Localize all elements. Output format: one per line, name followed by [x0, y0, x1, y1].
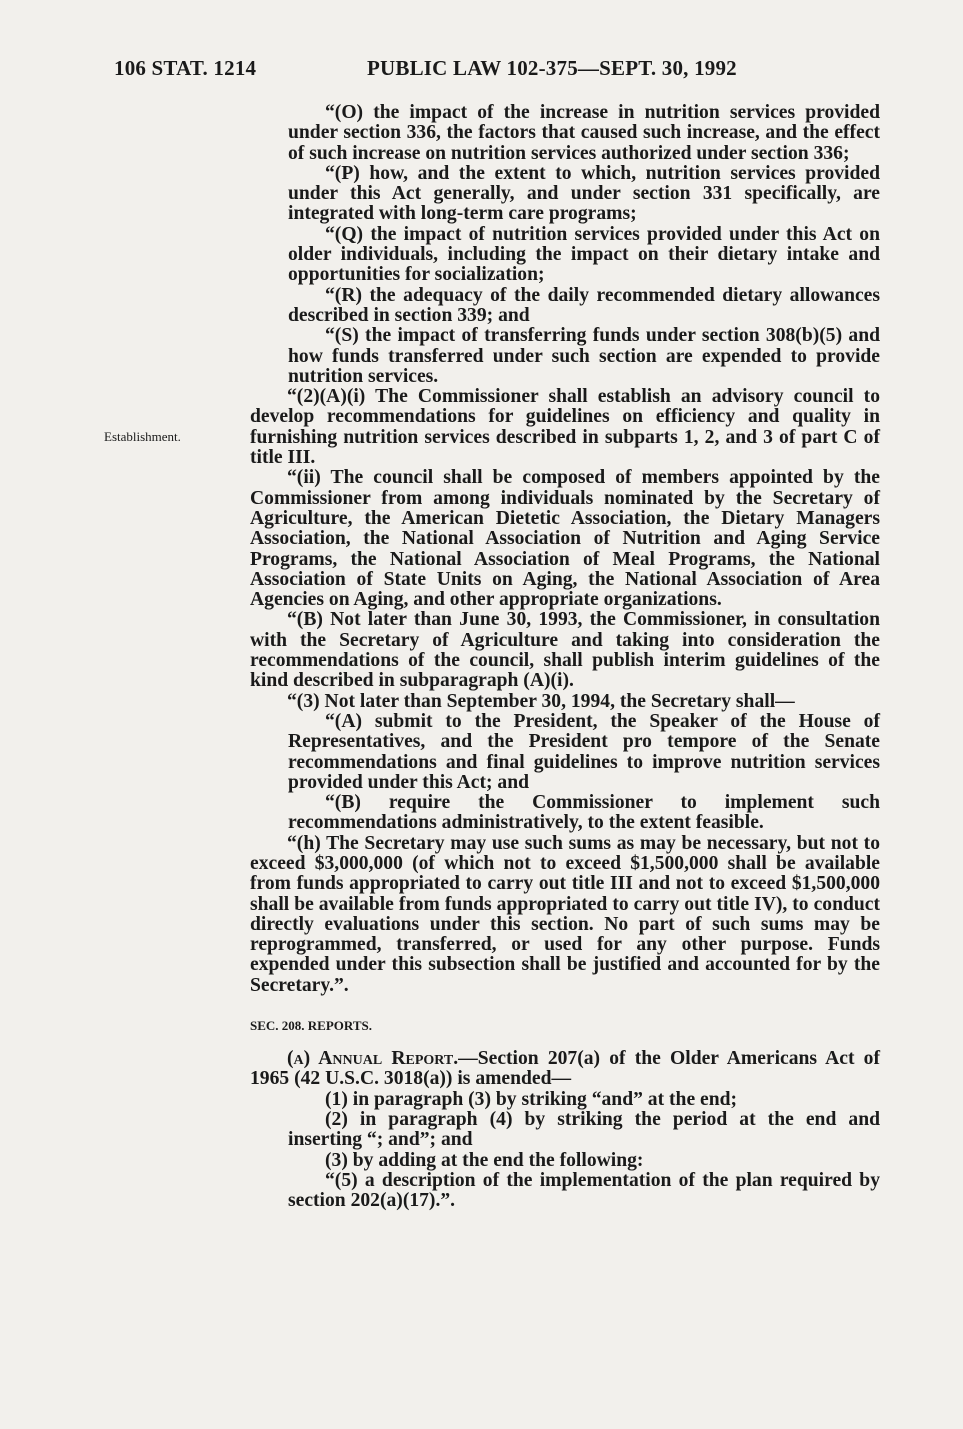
margin-note: Establishment. [104, 429, 181, 444]
inserted-paragraph-5: “(5) a description of the implementation of the plan required by section 202(a)(17).”. [288, 1169, 880, 1212]
running-title: PUBLIC LAW 102-375—SEPT. 30, 1992 [367, 56, 737, 80]
paragraph-3: “(3) Not later than September 30, 1994, the Secretary shall— [287, 690, 795, 712]
paragraph-p: “(P) how, and the extent to which, nutrition services provided under this Act generally, and under section 331 specifically, are integrated with long-term care programs; [288, 162, 880, 225]
paragraph-o: “(O) the impact of the increase in nutrition services provided under section 336, the factors that caused such increase, and the effect of such increase on nutrition services authorized under section 336; [288, 102, 880, 164]
section-heading: SEC. 208. REPORTS. [250, 1018, 372, 1034]
annual-report-text: —Section 207(a) of the Older Americans Act of 1965 (42 U.S.C. 3018(a)) is amended— [250, 1048, 880, 1090]
body-text [250, 103, 880, 1211]
paragraph-s: “(S) the impact of transferring funds under section 308(b)(5) and how funds transferred under such section are expended to provide nutrition services. [288, 325, 880, 387]
subsection-h: “(h) The Secretary may use such sums as may be necessary, but not to exceed $3,000,000 (of which not to exceed $1,500,000 shall be available from funds appropriated to carry out title III and not to exceed $1,500,000 shall be available from funds appropriated to carry out title IV), to conduct directly evaluations under this section. No part of such sums may be reprogrammed, transferred, or used for any other purpose. Funds expended under this subsection shall be justified and accounted for by the Secretary.”. [250, 832, 880, 996]
paragraph-2-b: “(B) Not later than June 30, 1993, the Commissioner, in consultation with the Secretary of Agriculture and taking into consideration the recommendations of the council, shall publish interim guidelines of the kind described in subparagraph (A)(i). [250, 609, 880, 692]
paragraph-2-a-i: “(2)(A)(i) The Commissioner shall establish an advisory council to develop recommendations for guidelines on efficiency and quality in furnishing nutrition services described in subparts 1, 2, and 3 of part C of title III. [250, 386, 880, 469]
annual-report-label: (a) Annual Report. [287, 1048, 459, 1070]
stat-page-number: 106 STAT. 1214 [114, 56, 257, 80]
amendment-item-3: (3) by adding at the end the following: [325, 1149, 644, 1171]
subsection-a-annual-report [250, 1049, 880, 1090]
paragraph-3-a: “(A) submit to the President, the Speaker of the House of Representatives, and the President pro tempore of the Senate recommendations and final guidelines to improve nutrition services provided under this Act; and [288, 710, 880, 793]
paragraph-q: “(Q) the impact of nutrition services provided under this Act on older individuals, including the impact on their dietary intake and opportunities for socialization; [288, 223, 880, 286]
paragraph-2-a-ii: “(ii) The council shall be composed of members appointed by the Commissioner from among individuals nominated by the Secretary of Agriculture, the American Dietetic Association, the Dietary Managers Association, the National Association of Nutrition and Aging Service Programs, the National Association of Meal Programs, the National Association of State Units on Aging, the National Association of Area Agencies on Aging, and other appropriate organizations. [250, 467, 880, 611]
amendment-item-2: (2) in paragraph (4) by striking the period at the end and inserting “; and”; and [288, 1108, 880, 1151]
paragraph-r: “(R) the adequacy of the daily recommended dietary allowances described in section 339; and [288, 284, 880, 326]
amendment-item-1: (1) in paragraph (3) by striking “and” at the end; [325, 1088, 738, 1110]
page-header [114, 56, 874, 86]
paragraph-3-b: “(B) require the Commissioner to implement such recommendations administratively, to the extent feasible. [288, 792, 880, 834]
